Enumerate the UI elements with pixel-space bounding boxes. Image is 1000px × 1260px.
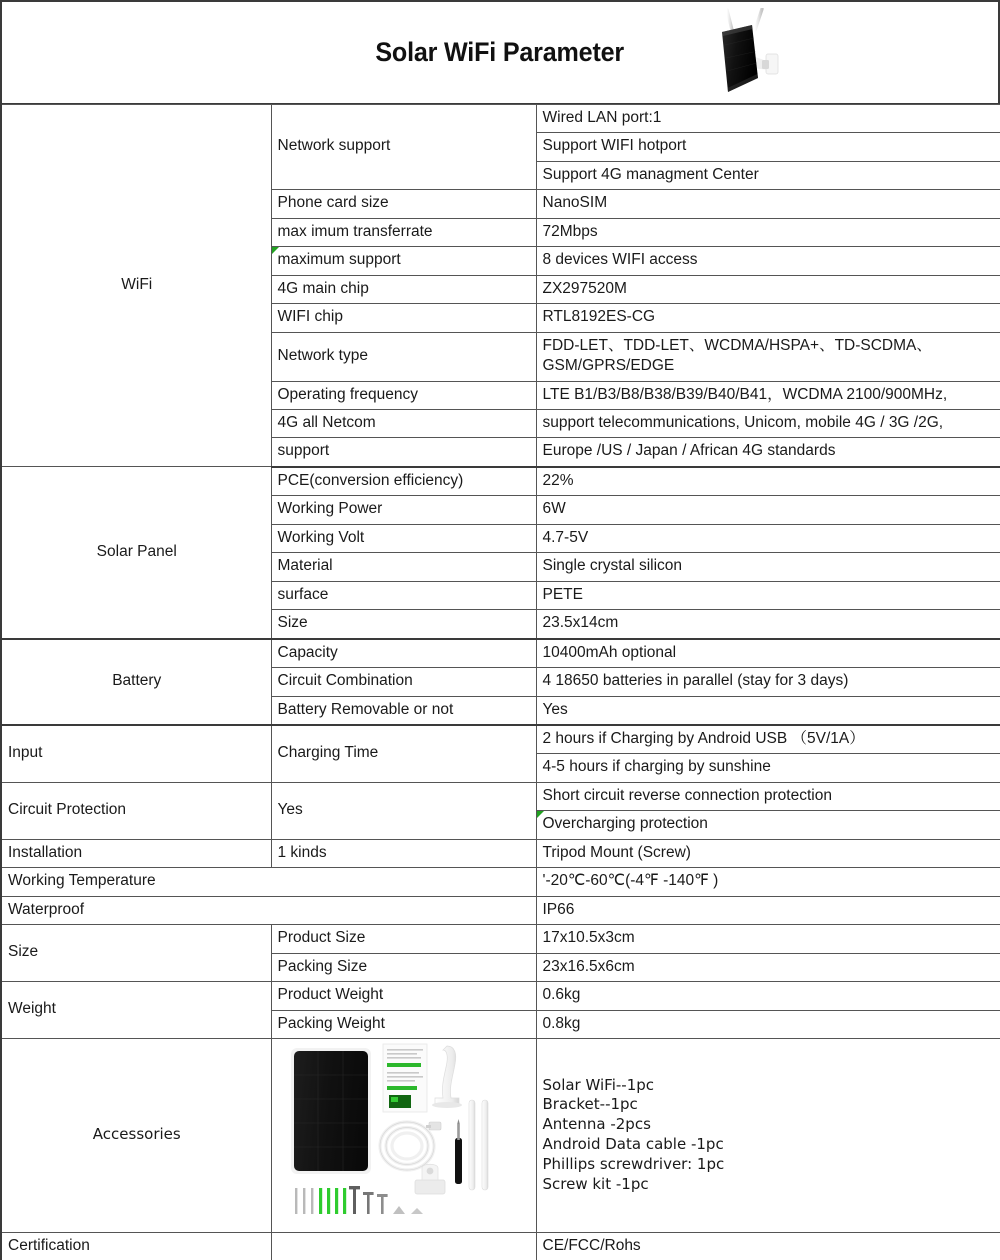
row-label: Working Power	[271, 496, 536, 524]
table-row	[1, 925, 1000, 953]
row-label: maximum support	[271, 247, 536, 275]
table-row	[1, 1232, 1000, 1260]
row-value: 10400mAh optional	[536, 639, 1000, 668]
row-label: Circuit Combination	[271, 668, 536, 696]
table-row	[1, 639, 1000, 668]
row-label: max imum transferrate	[271, 218, 536, 246]
row-value: 6W	[536, 496, 1000, 524]
category-weight: Weight	[1, 982, 271, 1039]
row-label-circuit-protection-value: Yes	[271, 782, 536, 839]
category-battery: Battery	[1, 639, 271, 725]
row-value: 8 devices WIFI access	[536, 247, 1000, 275]
certification-middle-cell	[271, 1232, 536, 1260]
table-row	[1, 467, 1000, 496]
row-label: Operating frequency	[271, 381, 536, 409]
list-item: Android Data cable -1pc	[542, 1134, 724, 1153]
row-value: Wired LAN port:1	[536, 105, 1000, 133]
accessories-kit-photo	[279, 1042, 529, 1228]
list-item: Bracket--1pc	[542, 1095, 638, 1114]
row-value: 0.8kg	[536, 1010, 1000, 1038]
table-row	[1, 839, 1000, 867]
row-label: Phone card size	[271, 190, 536, 218]
table-row	[1, 725, 1000, 754]
row-value: Short circuit reverse connection protection	[536, 782, 1000, 810]
row-value: Single crystal silicon	[536, 553, 1000, 581]
row-value: Europe /US / Japan / African 4G standards	[536, 438, 1000, 467]
row-label: Network type	[271, 332, 536, 381]
table-row	[1, 982, 1000, 1010]
table-row	[1, 105, 1000, 133]
row-label: support	[271, 438, 536, 467]
table-row	[1, 1038, 1000, 1232]
row-value: Tripod Mount (Screw)	[536, 839, 1000, 867]
row-label-network-support: Network support	[271, 105, 536, 190]
row-value: 17x10.5x3cm	[536, 925, 1000, 953]
row-value: 4-5 hours if charging by sunshine	[536, 754, 1000, 782]
row-value: IP66	[536, 896, 1000, 924]
row-label: 4G all Netcom	[271, 409, 536, 437]
row-label: Material	[271, 553, 536, 581]
row-value: 4.7-5V	[536, 524, 1000, 552]
product-photo-hero	[700, 8, 850, 104]
row-label: 1 kinds	[271, 839, 536, 867]
list-item: Solar WiFi--1pc	[542, 1075, 655, 1094]
category-circuit-protection: Circuit Protection	[1, 782, 271, 839]
list-item: Screw kit -1pc	[542, 1174, 649, 1193]
row-label: 4G main chip	[271, 275, 536, 303]
row-value: support telecommunications, Unicom, mobile 4G / 3G /2G,	[536, 409, 1000, 437]
row-label: Packing Size	[271, 953, 536, 981]
category-input: Input	[1, 725, 271, 782]
accessories-photo-cell	[271, 1038, 536, 1232]
category-waterproof: Waterproof	[1, 896, 536, 924]
row-value: '-20℃-60℃(-4℉ -140℉ )	[536, 868, 1000, 896]
row-value: LTE B1/B3/B8/B38/B39/B40/B41，WCDMA 2100/900MHz,	[536, 381, 1000, 409]
category-size: Size	[1, 925, 271, 982]
row-value: Support WIFI hotport	[536, 133, 1000, 161]
row-label: Packing Weight	[271, 1010, 536, 1038]
row-value: PETE	[536, 581, 1000, 609]
specification-table	[0, 104, 1000, 1260]
row-value: 0.6kg	[536, 982, 1000, 1010]
row-label: WIFI chip	[271, 304, 536, 332]
row-value: FDD-LET、TDD-LET、WCDMA/HSPA+、TD-SCDMA、GSM/GPRS/EDGE	[536, 332, 1000, 381]
row-value: Support 4G managment Center	[536, 161, 1000, 189]
row-label: Size	[271, 610, 536, 639]
row-label: Battery Removable or not	[271, 696, 536, 725]
row-value: 2 hours if Charging by Android USB （5V/1A）	[536, 725, 1000, 754]
row-value: 23.5x14cm	[536, 610, 1000, 639]
row-label-charging-time: Charging Time	[271, 725, 536, 782]
table-row	[1, 868, 1000, 896]
category-certification: Certification	[1, 1232, 271, 1260]
category-wifi: WiFi	[1, 105, 271, 467]
row-value: 23x16.5x6cm	[536, 953, 1000, 981]
row-value: Yes	[536, 696, 1000, 725]
row-label: Product Size	[271, 925, 536, 953]
row-value: ZX297520M	[536, 275, 1000, 303]
list-item: Antenna -2pcs	[542, 1115, 651, 1134]
row-value: CE/FCC/Rohs	[536, 1232, 1000, 1260]
row-label: surface	[271, 581, 536, 609]
row-label: PCE(conversion efficiency)	[271, 467, 536, 496]
row-label: Product Weight	[271, 982, 536, 1010]
row-value: 22%	[536, 467, 1000, 496]
page-title: Solar WiFi Parameter	[375, 37, 625, 67]
category-accessories: Accessories	[1, 1038, 271, 1232]
title-band	[0, 0, 1000, 104]
row-value: NanoSIM	[536, 190, 1000, 218]
row-value: 4 18650 batteries in parallel (stay for 3 days)	[536, 668, 1000, 696]
row-label: Working Volt	[271, 524, 536, 552]
table-row	[1, 782, 1000, 810]
row-value: 72Mbps	[536, 218, 1000, 246]
row-value: Overcharging protection	[536, 811, 1000, 839]
list-item: Phillips screwdriver: 1pc	[542, 1154, 725, 1173]
category-installation: Installation	[1, 839, 271, 867]
row-value: RTL8192ES-CG	[536, 304, 1000, 332]
category-working-temperature: Working Temperature	[1, 868, 536, 896]
table-row	[1, 896, 1000, 924]
accessories-list-cell	[536, 1038, 1000, 1232]
category-solar-panel: Solar Panel	[1, 467, 271, 639]
row-label: Capacity	[271, 639, 536, 668]
